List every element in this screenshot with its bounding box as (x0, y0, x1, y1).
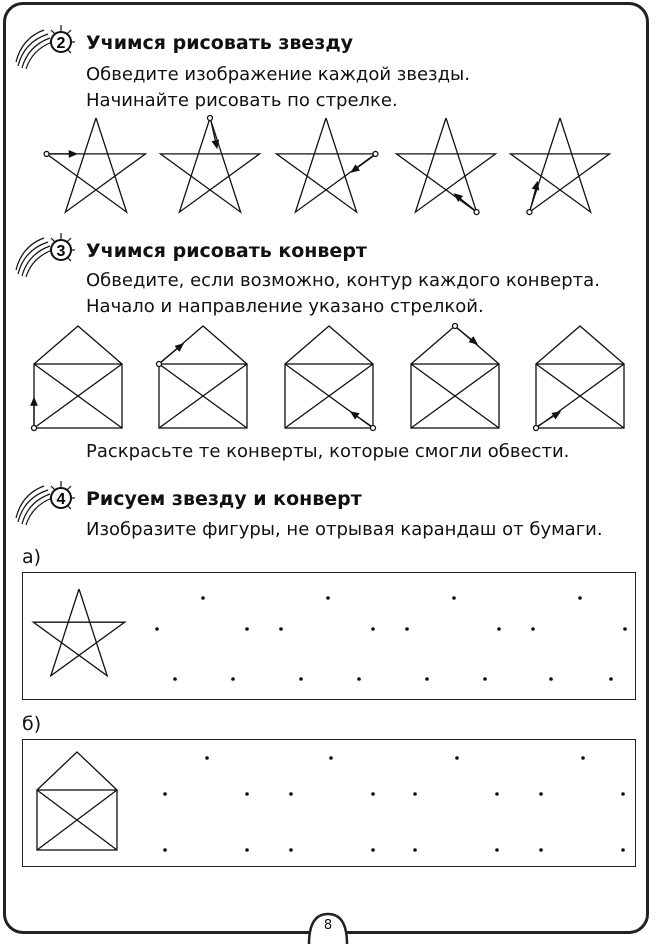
part-b-drawing-box[interactable] (22, 739, 636, 867)
dot (289, 848, 293, 852)
dot (413, 792, 417, 796)
dot (621, 792, 625, 796)
direction-arrow (457, 328, 477, 344)
dot (425, 677, 429, 681)
start-point (527, 210, 532, 215)
section-3-title: Учимся рисовать конверт (86, 240, 367, 262)
dot (299, 677, 303, 681)
section-number-4: 4 (56, 491, 66, 508)
direction-arrow (351, 412, 371, 426)
section-badge-2 (14, 22, 76, 72)
section-badge-3 (14, 230, 76, 280)
direction-arrow (351, 156, 373, 172)
envelope-2 (159, 326, 247, 428)
envelope-5 (536, 326, 624, 428)
direction-arrow (530, 182, 537, 209)
dot (155, 627, 159, 631)
part-b-label: б) (22, 713, 42, 735)
dot (205, 756, 209, 760)
dot (279, 627, 283, 631)
envelope-1 (34, 326, 122, 428)
dot (623, 627, 627, 631)
dot (497, 627, 501, 631)
start-point (157, 362, 162, 367)
dot (231, 677, 235, 681)
dot (549, 677, 553, 681)
start-point (32, 426, 37, 431)
dot (531, 627, 535, 631)
dot (539, 848, 543, 852)
part-a-label: а) (22, 546, 42, 568)
section-number-3: 3 (56, 243, 66, 260)
dot (326, 596, 330, 600)
dot (371, 627, 375, 631)
dot (405, 627, 409, 631)
dot (609, 677, 613, 681)
dot (201, 596, 205, 600)
start-point (453, 324, 458, 329)
section-4-instruction: Изобразите фигуры, не отрывая карандаш от бумаги. (86, 519, 603, 540)
envelope-row (0, 318, 656, 436)
sample-star (33, 589, 124, 676)
direction-arrow (211, 121, 217, 148)
part-a-canvas (23, 573, 637, 701)
dot (495, 792, 499, 796)
dot (289, 792, 293, 796)
dot (163, 848, 167, 852)
section-3-note: Раскрасьте те конверты, которые смогли обвести. (86, 441, 570, 462)
section-2-instruction-1: Обведите изображение каждой звезды. (86, 64, 470, 85)
star-1 (47, 118, 146, 212)
dot (245, 627, 249, 631)
envelope-3 (285, 326, 373, 428)
dot (581, 756, 585, 760)
dot (621, 848, 625, 852)
dot (539, 792, 543, 796)
dot (245, 792, 249, 796)
star-5 (511, 118, 610, 212)
section-3-instruction-1: Обведите, если возможно, контур каждого конверта. (86, 270, 600, 291)
dot (578, 596, 582, 600)
start-point (534, 426, 539, 431)
start-point (371, 426, 376, 431)
section-2-instruction-2: Начинайте рисовать по стрелке. (86, 90, 398, 111)
part-a-drawing-box[interactable] (22, 572, 636, 700)
star-row (0, 105, 656, 215)
section-4-title: Рисуем звезду и конверт (86, 488, 362, 510)
section-badge-4 (14, 478, 76, 528)
direction-arrow (538, 412, 560, 426)
dot (495, 848, 499, 852)
dot (371, 848, 375, 852)
dot (329, 756, 333, 760)
part-b-canvas (23, 740, 637, 868)
sample-envelope (37, 752, 117, 850)
start-point (474, 210, 479, 215)
section-3-instruction-2: Начало и направление указано стрелкой. (86, 296, 484, 317)
direction-arrow (161, 344, 183, 362)
dot (173, 677, 177, 681)
dot (413, 848, 417, 852)
dot (371, 792, 375, 796)
section-2-title: Учимся рисовать звезду (86, 32, 354, 54)
page-number: 8 (323, 918, 333, 933)
envelope-4 (411, 326, 499, 428)
dot (483, 677, 487, 681)
star-4 (397, 118, 496, 212)
dot (357, 677, 361, 681)
star-2 (161, 118, 260, 212)
start-point (208, 116, 213, 121)
dot (455, 756, 459, 760)
section-number-2: 2 (56, 35, 66, 52)
dot (245, 848, 249, 852)
dot (452, 596, 456, 600)
start-point (44, 151, 49, 156)
start-point (373, 151, 378, 156)
dot (163, 792, 167, 796)
